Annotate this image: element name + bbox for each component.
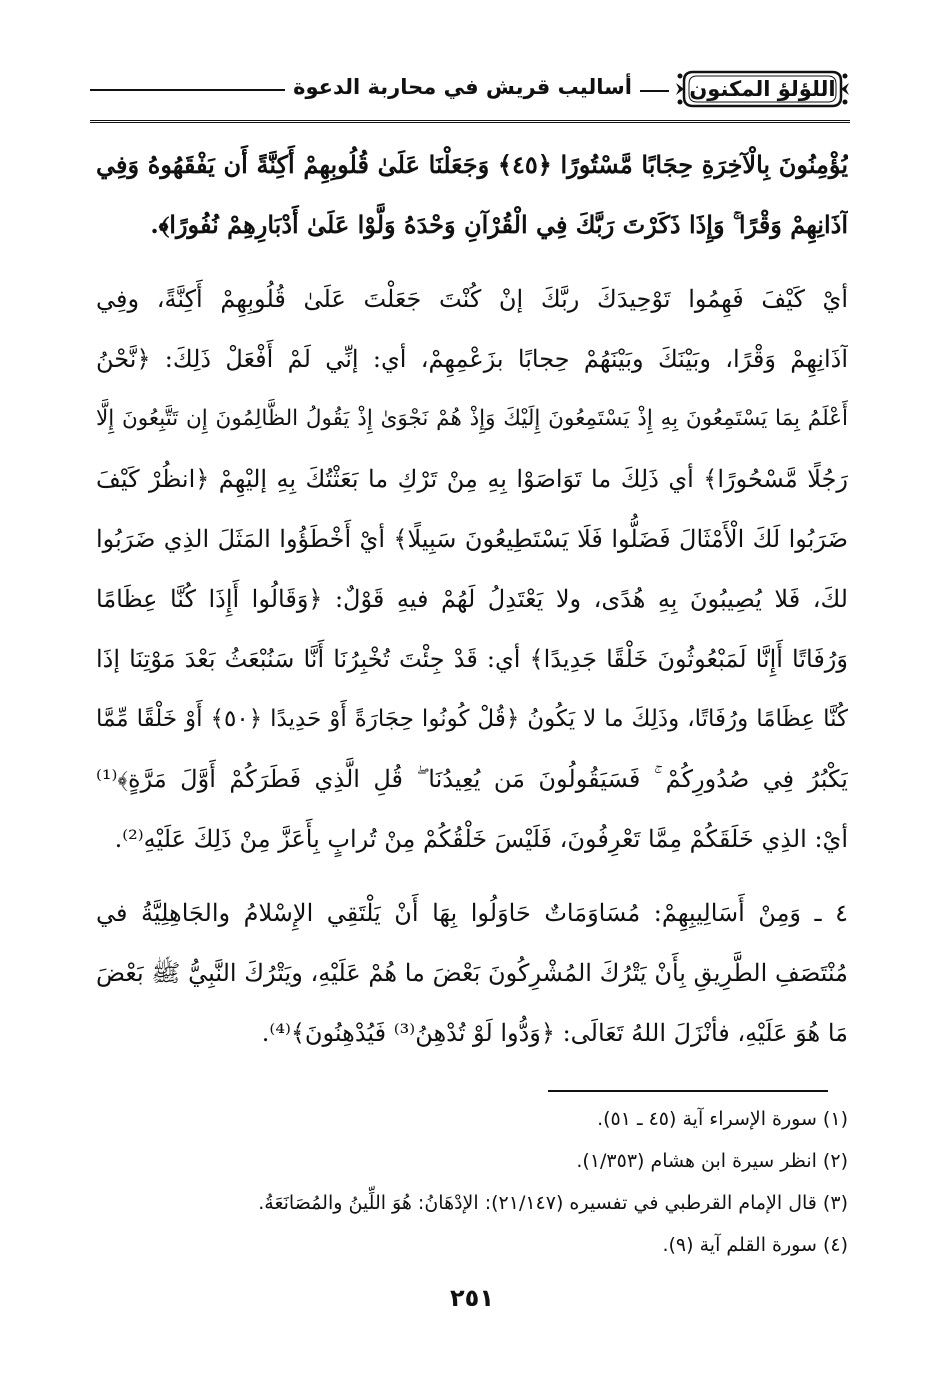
running-header — [90, 60, 850, 124]
text-line: آذَانِهِمْ وَقْرًا، وبَيْنَكَ وبَيْنَهُمْ حِجابًا بزَعْمِهِمْ، أي: إنِّي لَمْ أَفْعَلْ ذَلِكَ: ﴿نَّحْنُ — [96, 345, 848, 373]
text-line: لكَ، فَلا يُصِيبُونَ بِهِ هُدًى، ولا يَعْتَدِلُ لَهُمْ فيهِ قَوْلٌ: ﴿وَقَالُوا أَإِذَا كُنَّا عِظَامًا — [96, 585, 848, 613]
text-line: كُنَّا عِظَامًا ورُفَاتًا، وذَلِكَ ما لا يَكُونُ ﴿قُلْ كُونُوا حِجَارَةً أَوْ حَدِيدًا ﴿٥٠﴾ أَوْ خَلْقًا مِّمَّا — [96, 706, 848, 732]
text-line: مَا هُوَ عَلَيْهِ، فأنْزَلَ اللهُ تَعَالَى: ﴿وَدُّوا لَوْ تُدْهِنُ⁽³⁾ فَيُدْهِنُونَ﴾⁽⁴⁾. — [261, 1019, 848, 1047]
book-title: اللؤلؤ المكنون — [689, 77, 836, 101]
footnote: (٢) انظر سيرة ابن هشام (١/٣٥٣). — [576, 1150, 848, 1172]
text-line: مُنْتَصَفِ الطَّرِيقِ بِأَنْ يَتْرُكَ المُشْرِكُونَ بَعْضَ ما هُمْ عَلَيْهِ، ويَتْرُكَ النَّبِيُّ ﷺ بَعْضَ — [96, 959, 848, 987]
text-line: رَجُلًا مَّسْحُورًا﴾ أي ذَلِكَ ما تَوَاصَوْا بِهِ مِنْ تَرْكِ ما بَعَثْتُكَ بِهِ إليْهِمْ ﴿انظُرْ كَيْفَ — [96, 465, 848, 493]
header-line-middle — [640, 90, 669, 92]
header-rule — [90, 120, 850, 123]
footnote: (١) سورة الإسراء آية (٤٥ ـ ٥١). — [597, 1108, 848, 1130]
text-line: ٤ ـ وَمِنْ أَسَالِيبِهِمْ: مُسَاوَمَاتٌ حَاوَلُوا بِهَا أَنْ يَلْتَقِي الإِسْلامُ والجَاهِلِيَّةُ في — [96, 899, 848, 927]
page-number: ٢٥١ — [450, 1284, 494, 1312]
paragraph-gap — [96, 255, 848, 269]
footnote: (٣) قال الإمام القرطبي في تفسيره (٢١/١٤٧): الإدْهَانُ: هُوَ اللِّينُ والمُصَانَعَةُ. — [258, 1192, 848, 1214]
text-line: أيْ كَيْفَ فَهِمُوا تَوْحِيدَكَ ربَّكَ إنْ كُنْتَ جَعَلْتَ عَلَىٰ قُلُوبِهِمْ أَكِنَّةً، وفِي — [96, 285, 848, 313]
book-title-cartouche — [675, 64, 850, 114]
text-line: آذَانِهِمْ وَقْرًا ۚ وَإِذَا ذَكَرْتَ رَبَّكَ فِي الْقُرْآنِ وَحْدَهُ وَلَّوْا عَلَىٰ أَدْبَارِهِمْ نُفُورًا﴾. — [150, 210, 848, 239]
text-line: ضَرَبُوا لَكَ الْأَمْثَالَ فَضَلُّوا فَلَا يَسْتَطِيعُونَ سَبِيلًا﴾ أيْ أَخْطَؤُوا المَثَلَ الذِي ضَرَبُوا — [96, 525, 848, 553]
chapter-title: أساليب قريش في محاربة الدعوة — [293, 75, 632, 99]
footnotes — [96, 1098, 848, 1266]
footnote: (٤) سورة القلم آية (٩). — [662, 1234, 848, 1256]
text-line: يَكْبُرُ فِي صُدُورِكُمْ ۚ فَسَيَقُولُونَ مَن يُعِيدُنَا ۖ قُلِ الَّذِي فَطَرَكُمْ أَوَّلَ مَرَّةٍ﴾⁽¹⁾ — [96, 765, 848, 793]
text-line: أيْ: الذِي خَلَقَكُمْ مِمَّا تَعْرِفُونَ، فَلَيْسَ خَلْقُكُمْ مِنْ تُرابٍ بِأَعَزَّ مِنْ ذَلِكَ عَلَيْهِ⁽²⁾. — [114, 825, 848, 853]
paragraph-gap — [96, 869, 848, 883]
text-line: يُؤْمِنُونَ بِالْآخِرَةِ حِجَابًا مَّسْتُورًا ﴿٤٥﴾ وَجَعَلْنَا عَلَىٰ قُلُوبِهِمْ أَكِنَّةً أَن يَفْقَهُوهُ وَفِي — [96, 150, 848, 179]
text-line: أَعْلَمُ بِمَا يَسْتَمِعُونَ بِهِ إِذْ يَسْتَمِعُونَ إِلَيْكَ وَإِذْ هُمْ نَجْوَىٰ إِذْ يَقُولُ الظَّالِمُونَ إِن تَتَّبِعُونَ إِلَّا — [96, 406, 848, 431]
header-line-left — [90, 89, 285, 91]
footnote-rule — [548, 1090, 828, 1092]
text-line: وَرُفَاتًا أَإِنَّا لَمَبْعُوثُونَ خَلْقًا جَدِيدًا﴾ أي: قَدْ جِئْتَ تُخْبِرُنَا أَنَّا سَنُبْعَثُ بَعْدَ مَوْتِنَا إذَا — [96, 645, 848, 673]
main-text — [96, 135, 848, 1063]
